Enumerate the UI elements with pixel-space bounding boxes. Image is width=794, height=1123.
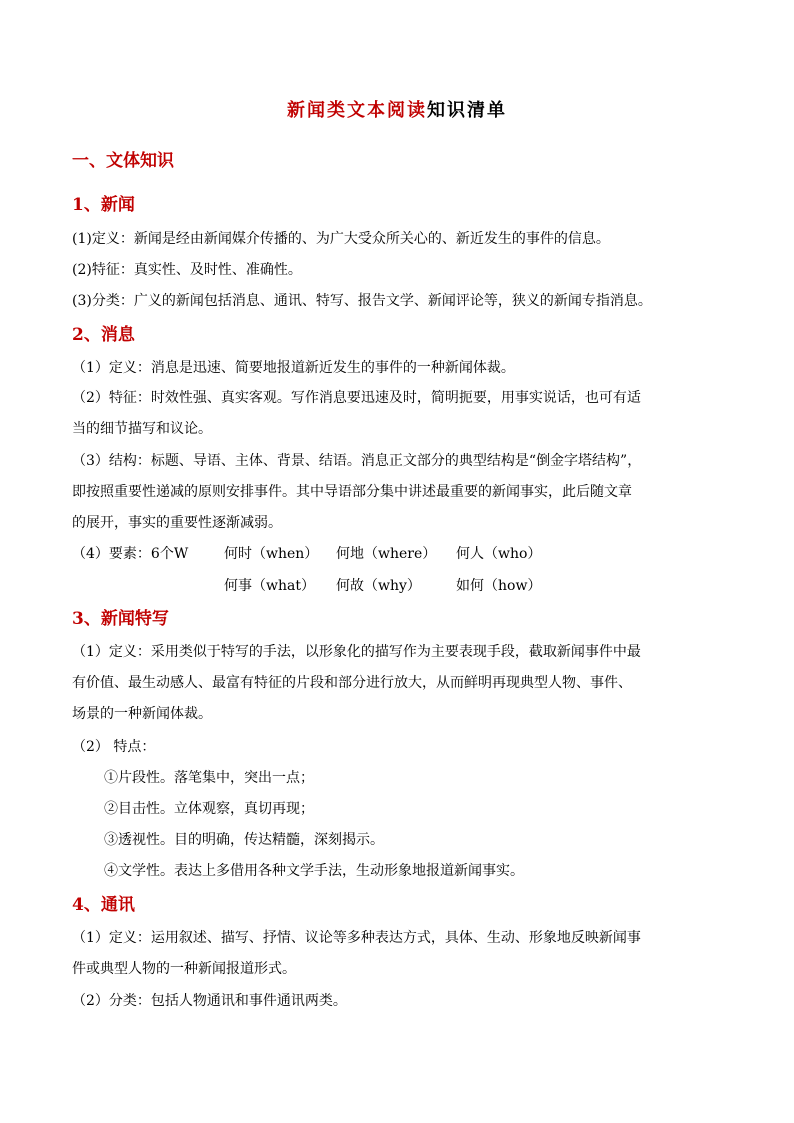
news-line-2: (2)特征：真实性、及时性、准确性。 bbox=[72, 262, 302, 278]
element-where: 何地（where） bbox=[336, 546, 437, 562]
feature-line-3: 场景的一种新闻体裁。 bbox=[72, 706, 212, 722]
report-line-1: （1）定义：运用叙述、描写、抒情、议论等多种表达方式，具体、生动、形象地反映新闻事 bbox=[72, 930, 641, 946]
message-line-4: （3）结构：标题、导语、主体、背景、结语。消息正文部分的典型结构是“倒金字塔结构”， bbox=[72, 453, 642, 469]
message-line-3: 当的细节描写和议论。 bbox=[72, 421, 212, 437]
feature-point-1: ①片段性。落笔集中，突出一点； bbox=[104, 770, 314, 786]
element-how: 如何（how） bbox=[456, 578, 542, 594]
news-line-1: (1)定义：新闻是经由新闻媒介传播的、为广大受众所关心的、新近发生的事件的信息。 bbox=[72, 231, 610, 247]
heading-report: 4、通讯 bbox=[72, 895, 135, 915]
heading-feature: 3、新闻特写 bbox=[72, 609, 169, 629]
heading-news: 1、新闻 bbox=[72, 195, 135, 215]
element-why: 何故（why） bbox=[336, 578, 421, 594]
message-line-2: （2）特征：时效性强、真实客观。写作消息要迅速及时，简明扼要，用事实说话，也可有适 bbox=[72, 390, 641, 406]
section-heading-genre: 一、文体知识 bbox=[72, 151, 174, 171]
message-line-1: （1）定义：消息是迅速、简要地报道新近发生的事件的一种新闻体裁。 bbox=[72, 360, 515, 376]
message-line-5: 即按照重要性递减的原则安排事件。其中导语部分集中讲述最重要的新闻事实，此后随文章 bbox=[72, 484, 632, 500]
document-title bbox=[0, 96, 794, 122]
message-elements-label: （4）要素：6个W bbox=[72, 546, 189, 562]
feature-point-3: ③透视性。目的明确，传达精髓，深刻揭示。 bbox=[104, 832, 384, 848]
feature-line-4: （2） 特点： bbox=[72, 739, 156, 755]
element-when: 何时（when） bbox=[224, 546, 319, 562]
feature-point-4: ④文学性。表达上多借用各种文学手法，生动形象地报道新闻事实。 bbox=[104, 863, 524, 879]
title-black-part: 知识清单 bbox=[427, 100, 507, 121]
message-line-6: 的展开，事实的重要性逐渐减弱。 bbox=[72, 515, 282, 531]
heading-message: 2、消息 bbox=[72, 325, 135, 345]
title-red-part: 新闻类文本阅读 bbox=[287, 100, 427, 121]
feature-line-1: （1）定义：采用类似于特写的手法，以形象化的描写作为主要表现手段，截取新闻事件中最 bbox=[72, 644, 641, 660]
feature-line-2: 有价值、最生动感人、最富有特征的片段和部分进行放大，从而鲜明再现典型人物、事件、 bbox=[72, 675, 632, 691]
feature-point-2: ②目击性。立体观察，真切再现； bbox=[104, 801, 314, 817]
element-who: 何人（who） bbox=[456, 546, 542, 562]
news-line-3: (3)分类：广义的新闻包括消息、通讯、特写、报告文学、新闻评论等，狭义的新闻专指消息。 bbox=[72, 293, 652, 309]
report-line-2: 件或典型人物的一种新闻报道形式。 bbox=[72, 961, 296, 977]
element-what: 何事（what） bbox=[224, 578, 315, 594]
report-line-3: （2）分类：包括人物通讯和事件通讯两类。 bbox=[72, 993, 347, 1009]
